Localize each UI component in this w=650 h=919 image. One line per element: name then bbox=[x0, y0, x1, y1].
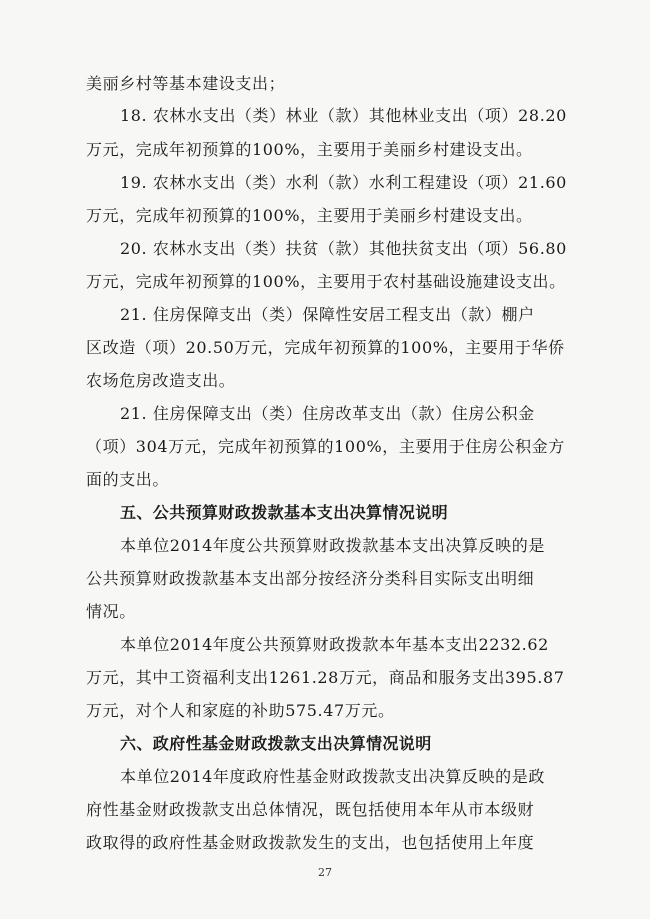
section-heading: 六、政府性基金财政拨款支出决算情况说明 bbox=[120, 734, 432, 753]
text-line: 21. 住房保障支出（类）保障性安居工程支出（款）棚户 bbox=[120, 305, 535, 324]
text-line: 20. 农林水支出（类）扶贫（款）其他扶贫支出（项）56.80 bbox=[120, 239, 567, 258]
text-line: 万元，完成年初预算的100%，主要用于农村基础设施建设支出。 bbox=[86, 272, 566, 291]
text-line: 万元，对个人和家庭的补助575.47万元。 bbox=[86, 701, 395, 720]
text-line: 公共预算财政拨款基本支出部分按经济分类科目实际支出明细 bbox=[86, 569, 535, 588]
text-line: 本单位2014年度公共预算财政拨款基本支出决算反映的是 bbox=[120, 536, 545, 555]
page-number: 27 bbox=[318, 866, 332, 879]
text-line: 农场危房改造支出。 bbox=[86, 371, 236, 390]
text-line: 19. 农林水支出（类）水利（款）水利工程建设（项）21.60 bbox=[120, 173, 567, 192]
text-line: 区改造（项）20.50万元，完成年初预算的100%，主要用于华侨 bbox=[86, 338, 565, 357]
text-line: 本单位2014年度公共预算财政拨款本年基本支出2232.62 bbox=[120, 635, 549, 654]
text-line: 美丽乡村等基本建设支出； bbox=[86, 74, 286, 93]
section-heading: 五、公共预算财政拨款基本支出决算情况说明 bbox=[120, 503, 449, 522]
text-line: 18. 农林水支出（类）林业（款）其他林业支出（项）28.20 bbox=[120, 106, 567, 125]
text-line: 21. 住房保障支出（类）住房改革支出（款）住房公积金 bbox=[120, 404, 535, 423]
text-line: 万元，完成年初预算的100%，主要用于美丽乡村建设支出。 bbox=[86, 206, 533, 225]
text-line: 本单位2014年度政府性基金财政拨款支出决算反映的是政 bbox=[120, 767, 545, 786]
text-line: 情况。 bbox=[86, 602, 136, 621]
text-line: 万元，完成年初预算的100%，主要用于美丽乡村建设支出。 bbox=[86, 140, 533, 159]
text-line: 府性基金财政拨款支出总体情况，既包括使用本年从市本级财 bbox=[86, 800, 535, 819]
text-line: 面的支出。 bbox=[86, 470, 170, 489]
text-line: 万元，其中工资福利支出1261.28万元，商品和服务支出395.87 bbox=[86, 668, 565, 687]
text-line: 政取得的政府性基金财政拨款发生的支出，也包括使用上年度 bbox=[86, 833, 535, 852]
text-line: （项）304万元，完成年初预算的100%，主要用于住房公积金方 bbox=[86, 437, 565, 456]
